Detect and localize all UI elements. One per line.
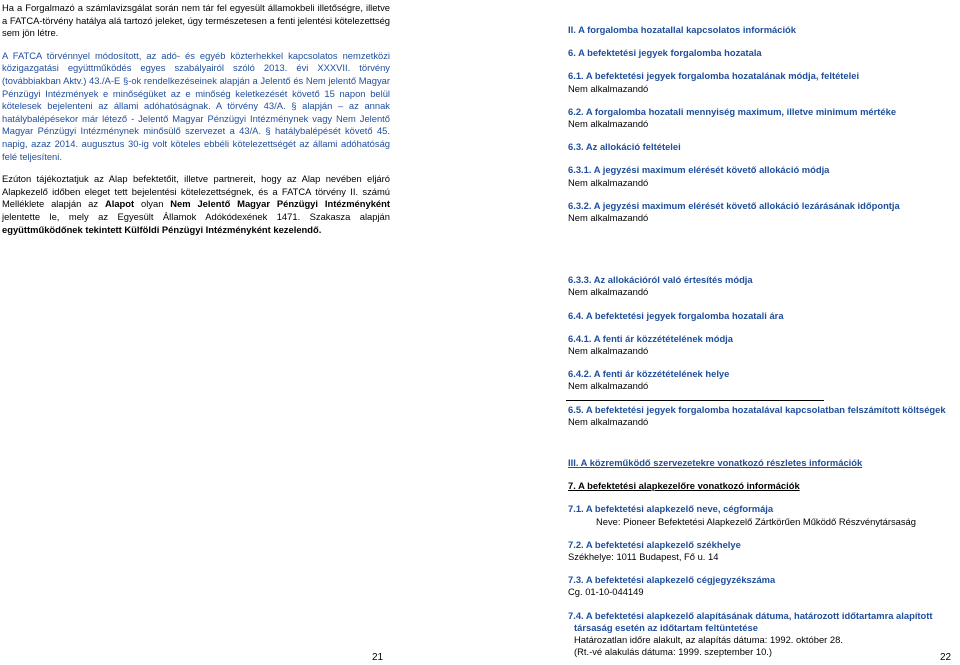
section-value-6-2: Nem alkalmazandó <box>568 118 649 130</box>
section-value-6-4-1: Nem alkalmazandó <box>568 345 649 357</box>
section-heading-6-5: 6.5. A befektetési jegyek forgalomba hozatalával kapcsolatban felszámított költségek <box>568 403 946 415</box>
section-heading-6-4: 6.4. A befektetési jegyek forgalomba hozatali ára <box>568 309 784 321</box>
fatca-status-text-3: jelentette le, mely az Egyesült Államok Adókódexének 1471. Szakasza alapján <box>2 210 390 222</box>
section-heading-6-1: 6.1. A befektetési jegyek forgalomba hozatalának módja, feltételei <box>568 70 860 82</box>
fatca-status-bold-alap: Alapot <box>104 198 135 210</box>
right-page <box>482 0 960 665</box>
section-heading-6-3-3: 6.3.3. Az allokációról való értesítés módja <box>568 274 753 286</box>
left-page <box>0 0 478 665</box>
section-heading-6-3: 6.3. Az allokáció feltételei <box>568 141 681 153</box>
fatca-status-text-2: olyan <box>134 198 171 210</box>
section-heading-6: 6. A befektetési jegyek forgalomba hozatala <box>568 47 762 59</box>
section-heading-6-2: 6.2. A forgalomba hozatali mennyiség maximum, illetve minimum mértéke <box>568 105 897 117</box>
left-column-text <box>2 2 390 246</box>
section-value-6-3-1: Nem alkalmazandó <box>568 176 649 188</box>
section-heading-7-2: 7.2. A befektetési alapkezelő székhelye <box>568 538 741 550</box>
section-value-6-3-3: Nem alkalmazandó <box>568 286 649 298</box>
paragraph-fatca-registration: A FATCA törvénnyel módosított, az adó- és egyéb közterhekkel kapcsolatos nemzetközi közigazgatási együttműködés egyes szabályairól szóló 2013. évi XXXVII. törvény (továbbiakban Aktv.) 43./A-E §-ok rendelkezéseinek alapján a Jelentő és Nem jelentő Magyar Pénzügyi Intézmények e minőségüket az e minőség keletkezését követő 15 napon belül kötelesek bejelenteni az állami adóhatóságnak. A törvény 43/A. § alapján – az annak hatálybalépésekor már létező - Jelentő Magyar Pénzügyi Intézménynek vagy Nem Jelentő Magyar Pénzügyi Intézménynek minősülő szervezet a 43/A. § hatálybalépését követő 45. napig, azaz 2014. augusztus 30-ig volt köteles ebbéli kötelezettségét az állami adóhatóság felé teljesíteni. <box>2 49 390 162</box>
paragraph-no-us-indicia: Ha a Forgalmazó a számlavizsgálat során nem tár fel egyesült államokbeli illetőségre, illetve a FATCA-törvény hatálya alá tartozó jeleket, úgy természetesen a fenti jelentési kötelezettség sem jön létre. <box>2 2 390 39</box>
section-heading-7-3: 7.3. A befektetési alapkezelő cégjegyzékszáma <box>568 574 776 586</box>
fatca-status-text-1: Ezúton tájékoztatjuk az Alap befektetőit, illetve partnereit, hogy az Alap nevében eljáró Alapkezelő időben eleget tett bejelentési kötelezettségnek, és a FATCA törvény II. számú Melléklete alapján az <box>2 173 390 210</box>
section-value-7-1: Neve: Pioneer Befektetési Alapkezelő Zártkörűen Működő Részvénytársaság <box>596 515 916 527</box>
section-value-7-3: Cg. 01-10-044149 <box>568 586 644 598</box>
paragraph-fatca-status <box>2 173 390 236</box>
section-value-6-1: Nem alkalmazandó <box>568 82 649 94</box>
section-value-7-2: Székhelye: 1011 Budapest, Fő u. 14 <box>568 551 719 563</box>
section-heading-6-4-2: 6.4.2. A fenti ár közzétételének helye <box>568 368 730 380</box>
section-heading-III: III. A közreműködő szervezetekre vonatkozó részletes információk <box>568 457 863 469</box>
section-value-6-3-2: Nem alkalmazandó <box>568 212 649 224</box>
section-heading-II: II. A forgalomba hozatallal kapcsolatos információk <box>568 24 797 35</box>
page-number-left: 21 <box>372 652 384 663</box>
section-heading-6-4-1: 6.4.1. A fenti ár közzétételének módja <box>568 332 733 344</box>
page-number-right: 22 <box>940 652 952 663</box>
section-value-7-4-line2: (Rt.-vé alakulás dátuma: 1999. szeptember 10.) <box>574 646 773 658</box>
section-heading-6-3-1: 6.3.1. A jegyzési maximum elérését követő allokáció módja <box>568 164 830 176</box>
fatca-status-bold-institution: Nem Jelentő Magyar Pénzügyi Intézményként <box>170 198 390 210</box>
right-column-text <box>568 24 960 659</box>
section-heading-7-4-line1: 7.4. A befektetési alapkezelő alapításának dátuma, határozott időtartamra alapított <box>568 609 933 621</box>
fatca-status-bold-conclusion: együttműködőnek tekintett Külföldi Pénzügyi Intézményként kezelendő. <box>2 223 322 235</box>
section-value-6-5: Nem alkalmazandó <box>568 415 649 427</box>
section-divider-line <box>566 400 824 401</box>
section-heading-7-1: 7.1. A befektetési alapkezelő neve, cégformája <box>568 503 774 515</box>
section-value-7-4-line1: Határozatlan időre alakult, az alapítás dátuma: 1992. október 28. <box>574 634 843 646</box>
section-heading-6-3-2: 6.3.2. A jegyzési maximum elérését követő allokáció lezárásának időpontja <box>568 199 900 211</box>
section-heading-7: 7. A befektetési alapkezelőre vonatkozó információk <box>568 480 800 492</box>
section-heading-7-4-line2: társaság esetén az időtartam feltüntetése <box>574 621 758 633</box>
section-value-6-4-2: Nem alkalmazandó <box>568 380 649 392</box>
